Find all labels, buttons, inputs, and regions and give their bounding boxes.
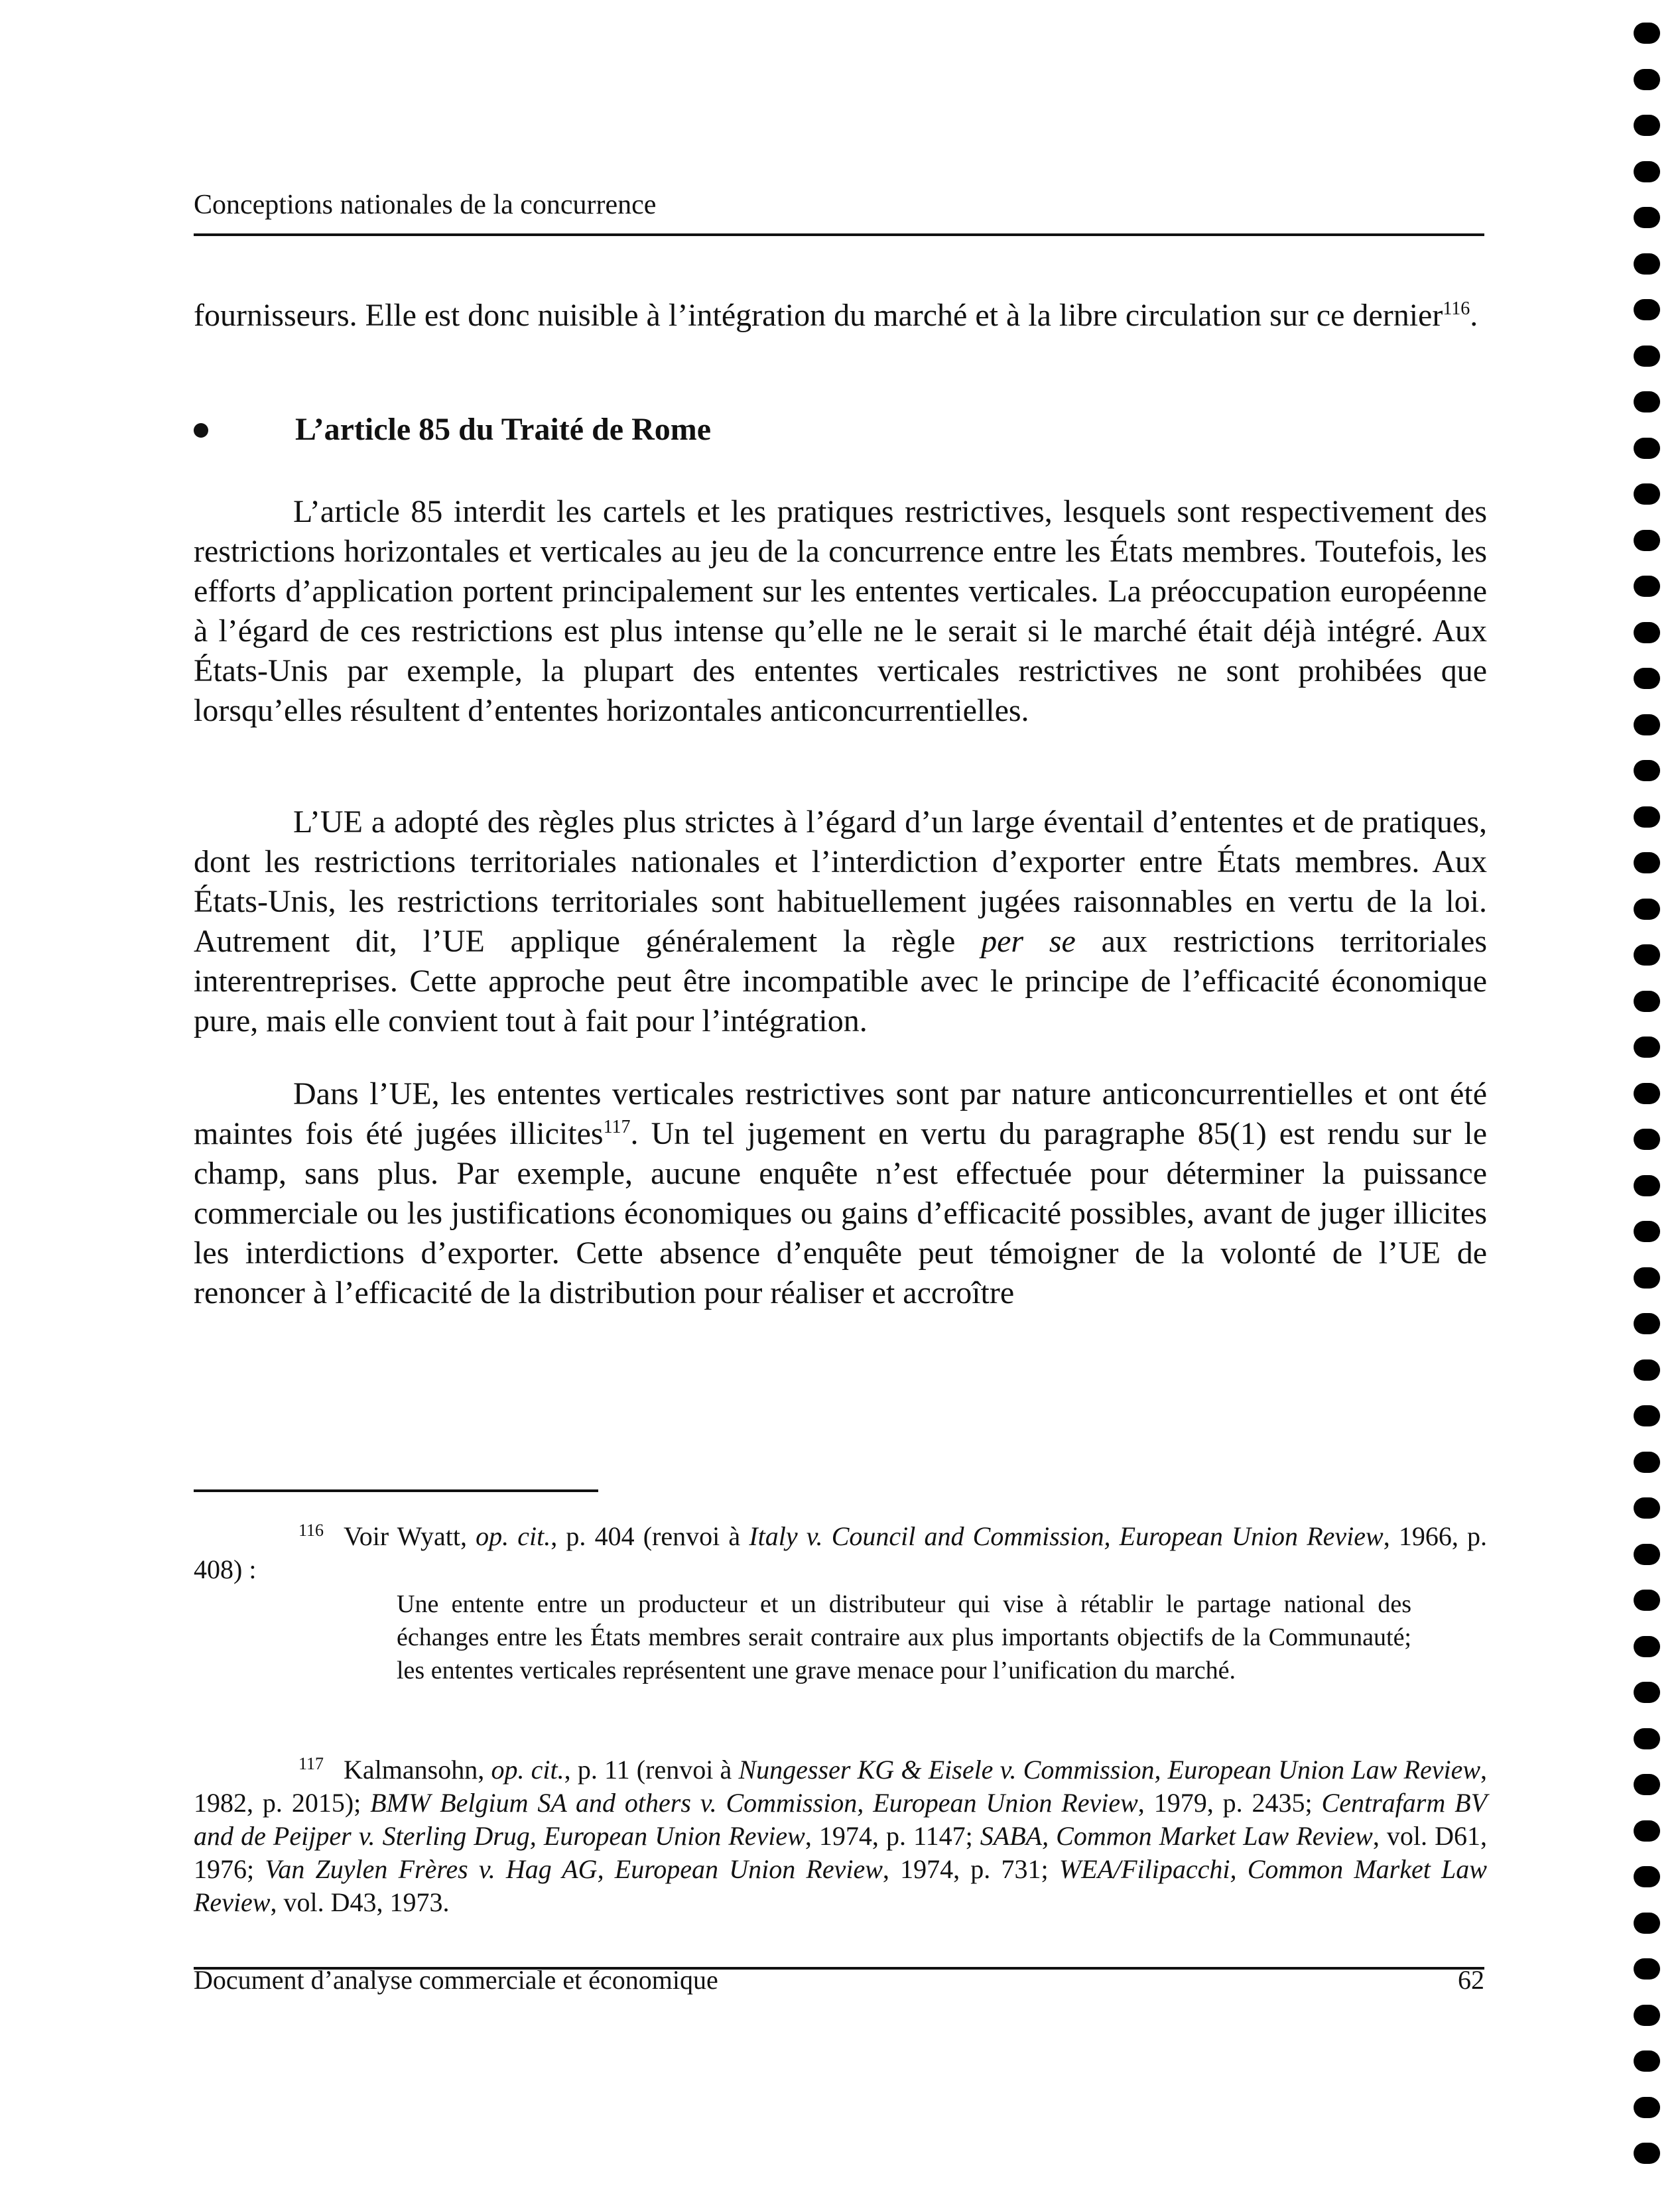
footnote-italic: Van Zuylen Frères v. Hag AG, European Union Review — [265, 1854, 883, 1884]
footnote-117 — [194, 1753, 1487, 1919]
spiral-binding-hole-icon — [1634, 1958, 1660, 1980]
spiral-binding-hole-icon — [1634, 299, 1660, 320]
spiral-binding-hole-icon — [1634, 23, 1660, 44]
footnote-text: , p. 404 (renvoi à — [550, 1521, 749, 1551]
spiral-binding-hole-icon — [1634, 1083, 1660, 1104]
footnote-text: Kalmansohn, — [344, 1755, 491, 1785]
spiral-binding-hole-icon — [1634, 1497, 1660, 1519]
intro-paragraph — [194, 296, 1487, 336]
spiral-binding-hole-icon — [1634, 391, 1660, 412]
spiral-binding-hole-icon — [1634, 899, 1660, 920]
spiral-binding-hole-icon — [1634, 438, 1660, 459]
spiral-binding-hole-icon — [1634, 2143, 1660, 2164]
footnote-text: , 1966, p. 408) : — [194, 1521, 1488, 1584]
paragraph-3 — [194, 1074, 1487, 1313]
paragraph-2 — [194, 802, 1487, 1041]
spiral-binding-hole-icon — [1634, 207, 1660, 228]
paragraph-2-text-b: aux restrictions territoriales interentreprises. Cette approche peut être incompatible avec le principe de l’efficacité économique pure, mais elle convient tout à fait pour l’intégration. — [194, 924, 1488, 1039]
spiral-binding-hole-icon — [1634, 1774, 1660, 1795]
spiral-binding-hole-icon — [1634, 1175, 1660, 1196]
spiral-binding-hole-icon — [1634, 1452, 1660, 1473]
spiral-binding-hole-icon — [1634, 1359, 1660, 1381]
paragraph-3-text-a: Dans l’UE, les ententes verticales restrictives sont par nature anticoncurrentielles et ont été maintes fois été jugées illicites — [194, 1076, 1487, 1151]
footnote-text: , vol. D43, 1973. — [270, 1887, 450, 1917]
block-quote: Une entente entre un producteur et un distributeur qui vise à rétablir le partage national des échanges entre les États membres serait contraire aux plus importants objectifs de la Communauté; les ententes verticales représentent une grave menace pour l’unification du marché. — [397, 1590, 1411, 1684]
spiral-binding-hole-icon — [1634, 576, 1660, 597]
spiral-binding-hole-icon — [1634, 944, 1660, 966]
spiral-binding-hole-icon — [1634, 991, 1660, 1012]
footnote-ref-117[interactable]: 117 — [603, 1117, 631, 1137]
footnote-text: Voir Wyatt, — [344, 1521, 476, 1551]
footnote-116 — [194, 1520, 1487, 1586]
spiral-binding-hole-icon — [1634, 346, 1660, 367]
spiral-binding-hole-icon — [1634, 1267, 1660, 1289]
footnote-text: , 1974, p. 731; — [882, 1854, 1059, 1884]
spiral-binding-hole-icon — [1634, 1590, 1660, 1611]
spiral-binding-hole-icon — [1634, 714, 1660, 735]
spiral-binding-hole-icon — [1634, 530, 1660, 551]
spiral-binding-hole-icon — [1634, 1405, 1660, 1426]
footnote-ref-116[interactable]: 116 — [1443, 298, 1470, 319]
spiral-binding-hole-icon — [1634, 115, 1660, 136]
spiral-binding-hole-icon — [1634, 1820, 1660, 1842]
spiral-binding-hole-icon — [1634, 1913, 1660, 1934]
footnote-number: 117 — [298, 1753, 324, 1773]
paragraph-2-italic: per se — [981, 924, 1076, 959]
spiral-binding-hole-icon — [1634, 161, 1660, 182]
spiral-binding-hole-icon — [1634, 1544, 1660, 1565]
spiral-binding-hole-icon — [1634, 1129, 1660, 1150]
footnote-number: 116 — [298, 1520, 324, 1540]
intro-end: . — [1470, 298, 1478, 333]
footnote-italic: op. cit. — [491, 1755, 564, 1785]
footnote-italic: Italy v. Council and Commission, European Union Review — [749, 1521, 1384, 1551]
spiral-binding-hole-icon — [1634, 2050, 1660, 2072]
paragraph-1 — [194, 492, 1487, 731]
spiral-binding-hole-icon — [1634, 1221, 1660, 1242]
spiral-binding-hole-icon — [1634, 622, 1660, 643]
footnote-text: , p. 11 (renvoi à — [564, 1755, 739, 1785]
spiral-binding-hole-icon — [1634, 1682, 1660, 1703]
spiral-binding-hole-icon — [1634, 1866, 1660, 1887]
header-rule — [194, 233, 1484, 236]
spiral-binding-hole-icon — [1634, 760, 1660, 781]
spiral-binding-hole-icon — [1634, 1728, 1660, 1749]
page-number: 62 — [1458, 1965, 1484, 1995]
paragraph-1-text: L’article 85 interdit les cartels et les pratiques restrictives, lesquels sont respectivement des restrictions horizontales et verticales au jeu de la concurrence entre les États membres. Toutefois, les efforts d’application portent principalement sur les ententes verticales. La préoccupation européenne à l’égard de ces restrictions est plus intense qu’elle ne le serait si le marché était déjà intégré. Aux États-Unis par exemple, la plupart des ententes verticales restrictives ne sont prohibées que lorsqu’elles résultent d’ententes horizontales anticoncurrentielles. — [194, 494, 1487, 728]
footnote-italic: SABA, Common Market Law Review — [980, 1821, 1373, 1851]
footnote-italic: WEA/Filipacchi, Common Market Law Review — [194, 1854, 1487, 1917]
footnote-rule — [194, 1489, 598, 1492]
spiral-binding-hole-icon — [1634, 852, 1660, 873]
spiral-binding-hole-icon — [1634, 806, 1660, 828]
footnote-text: , 1982, p. 2015); — [194, 1755, 1487, 1818]
footnote-italic: BMW Belgium SA and others v. Commission, European Union Review — [370, 1788, 1138, 1818]
spiral-binding-hole-icon — [1634, 668, 1660, 689]
intro-text: fournisseurs. Elle est donc nuisible à l’intégration du marché et à la libre circulation sur ce dernier — [194, 298, 1443, 333]
spiral-binding-hole-icon — [1634, 1037, 1660, 1058]
spiral-binding — [1634, 0, 1660, 2205]
footnote-text: , 1979, p. 2435; — [1137, 1788, 1322, 1818]
spiral-binding-hole-icon — [1634, 1636, 1660, 1657]
spiral-binding-hole-icon — [1634, 2097, 1660, 2118]
bullet-icon — [194, 423, 208, 438]
spiral-binding-hole-icon — [1634, 1313, 1660, 1334]
footnote-italic: Nungesser KG & Eisele v. Commission, European Union Law Review — [738, 1755, 1480, 1785]
footer-document-title: Document d’analyse commerciale et économique — [194, 1965, 718, 1995]
running-header: Conceptions nationales de la concurrence — [194, 190, 657, 220]
spiral-binding-hole-icon — [1634, 69, 1660, 90]
footnote-text: , vol. D61, 1976; — [194, 1821, 1487, 1884]
footnote-italic: Centrafarm BV and de Peijper v. Sterling Drug, European Union Review — [194, 1788, 1488, 1851]
footnote-text: , 1974, p. 1147; — [805, 1821, 980, 1851]
footnote-116-quote — [397, 1588, 1411, 1687]
footnote-italic: op. cit. — [476, 1521, 551, 1551]
spiral-binding-hole-icon — [1634, 2005, 1660, 2026]
spiral-binding-hole-icon — [1634, 483, 1660, 505]
paragraph-3-text-b: . Un tel jugement en vertu du paragraphe 85(1) est rendu sur le champ, sans plus. Par exemple, aucune enquête n’est effectuée pour déterminer la puissance commerciale ou les justifications économiques ou gains d’efficacité possibles, avant de juger illicites les interdictions d’exporter. Cette absence d’enquête peut témoigner de la volonté de l’UE de renoncer à l’efficacité de la distribution pour réaliser et accroître — [194, 1116, 1487, 1310]
paragraph-2-text-a: L’UE a adopté des règles plus strictes à l’égard d’un large éventail d’ententes et de pratiques, dont les restrictions territoriales nationales et l’interdiction d’exporter entre États membres. Aux États-Unis, les restrictions territoriales sont habituellement jugées raisonnables en vertu de la loi. Autrement dit, l’UE applique généralement la règle — [194, 804, 1487, 959]
spiral-binding-hole-icon — [1634, 253, 1660, 275]
section-heading: L’article 85 du Traité de Rome — [295, 412, 712, 447]
